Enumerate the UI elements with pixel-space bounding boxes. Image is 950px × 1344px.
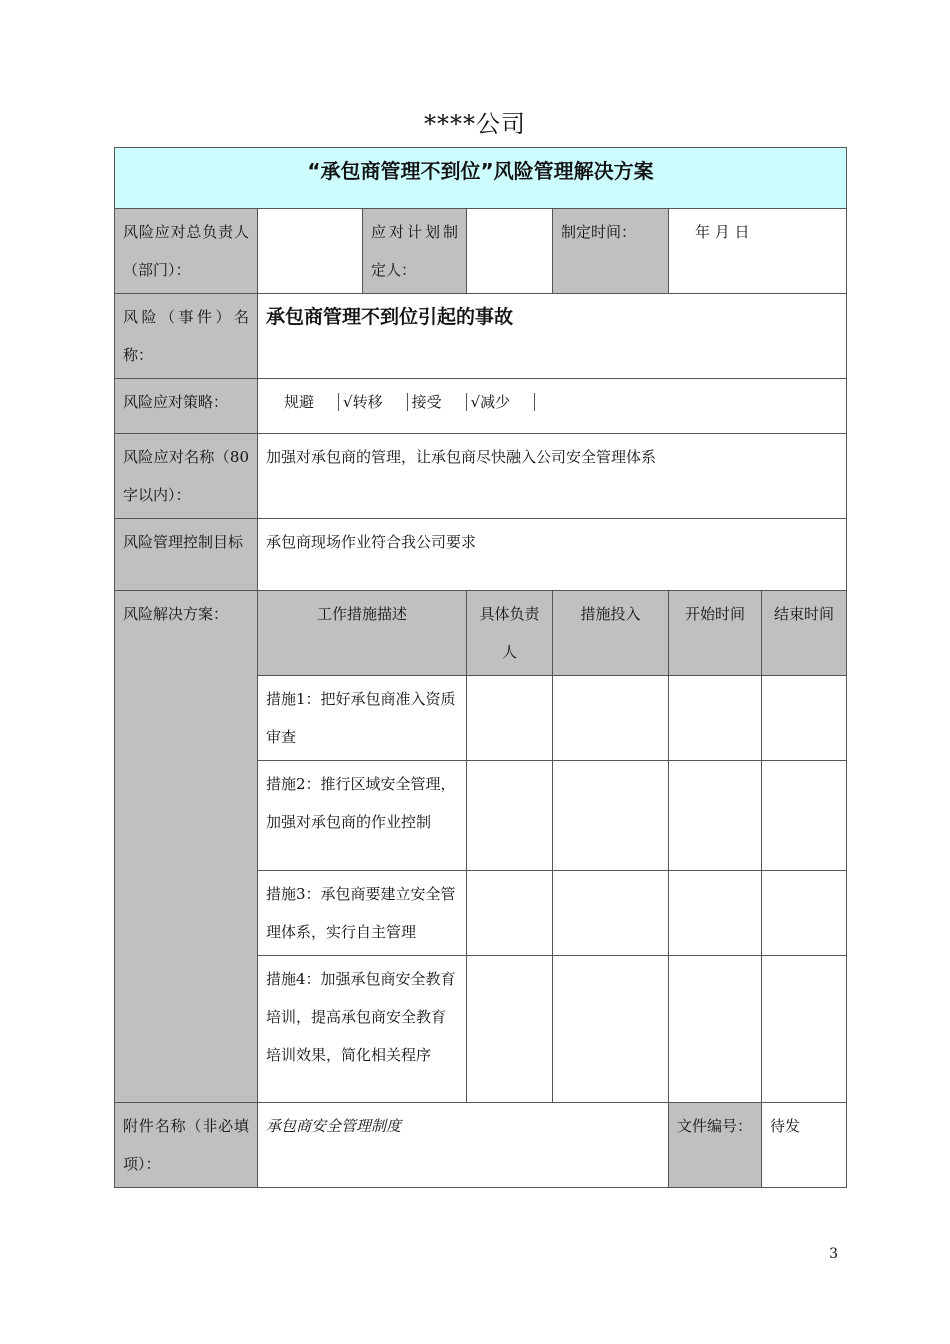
owner-label: 风险应对总负责人（部门）： [115, 209, 258, 294]
doc-no-label: 文件编号： [669, 1103, 762, 1188]
strategy-option-avoid[interactable]: 规避 [284, 393, 315, 411]
strategy-option-accept[interactable]: 接受 [411, 393, 442, 411]
measure-start-cell[interactable] [669, 956, 762, 1103]
measure-owner-cell[interactable] [467, 761, 553, 871]
solution-label: 风险解决方案： [115, 591, 258, 1103]
measure-start-cell[interactable] [669, 761, 762, 871]
date-field[interactable]: 年 月 日 [669, 209, 847, 294]
planner-field[interactable] [467, 209, 553, 294]
strategy-label: 风险应对策略： [115, 379, 258, 434]
divider [466, 393, 467, 411]
column-header-end: 结束时间 [762, 591, 847, 676]
divider [534, 393, 535, 411]
planner-label: 应对计划制定人： [363, 209, 467, 294]
attachment-field[interactable]: 承包商安全管理制度 [258, 1103, 669, 1188]
strategy-options [258, 379, 847, 434]
measure-owner-cell[interactable] [467, 676, 553, 761]
measure-start-cell[interactable] [669, 676, 762, 761]
company-title: ****公司 [424, 110, 526, 138]
column-header-description: 工作措施描述 [258, 591, 467, 676]
doc-no-field[interactable]: 待发 [762, 1103, 847, 1188]
goal-field[interactable]: 承包商现场作业符合我公司要求 [258, 519, 847, 591]
strategy-option-reduce[interactable]: √减少 [470, 393, 511, 411]
measure-end-cell[interactable] [762, 871, 847, 956]
measure-description: 措施3：承包商要建立安全管理体系，实行自主管理 [258, 871, 467, 956]
goal-label: 风险管理控制目标 [115, 519, 258, 591]
measure-end-cell[interactable] [762, 676, 847, 761]
attachment-label: 附件名称（非必填项）： [115, 1103, 258, 1188]
measure-end-cell[interactable] [762, 956, 847, 1103]
divider [338, 393, 339, 411]
measure-description: 措施4：加强承包商安全教育培训，提高承包商安全教育培训效果，简化相关程序 [258, 956, 467, 1103]
measure-description: 措施2：推行区域安全管理，加强对承包商的作业控制 [258, 761, 467, 871]
risk-name-label: 风险（事件）名称： [115, 294, 258, 379]
measure-description: 措施1：把好承包商准入资质审查 [258, 676, 467, 761]
response-name-label: 风险应对名称（80字以内）： [115, 434, 258, 519]
measure-investment-cell[interactable] [553, 871, 669, 956]
page-number: 3 [829, 1246, 838, 1262]
date-label: 制定时间： [553, 209, 669, 294]
measure-start-cell[interactable] [669, 871, 762, 956]
measure-investment-cell[interactable] [553, 761, 669, 871]
measure-investment-cell[interactable] [553, 676, 669, 761]
owner-field[interactable] [258, 209, 363, 294]
strategy-option-transfer[interactable]: √转移 [343, 393, 383, 411]
measure-owner-cell[interactable] [467, 871, 553, 956]
form-title: “承包商管理不到位”风险管理解决方案 [115, 148, 847, 209]
column-header-investment: 措施投入 [553, 591, 669, 676]
measure-end-cell[interactable] [762, 761, 847, 871]
column-header-start: 开始时间 [669, 591, 762, 676]
column-header-owner: 具体负责人 [467, 591, 553, 676]
response-name-field[interactable]: 加强对承包商的管理，让承包商尽快融入公司安全管理体系 [258, 434, 847, 519]
risk-name-field[interactable]: 承包商管理不到位引起的事故 [258, 294, 847, 379]
risk-solution-form [114, 147, 847, 1188]
measure-investment-cell[interactable] [553, 956, 669, 1103]
measure-owner-cell[interactable] [467, 956, 553, 1103]
divider [407, 393, 408, 411]
